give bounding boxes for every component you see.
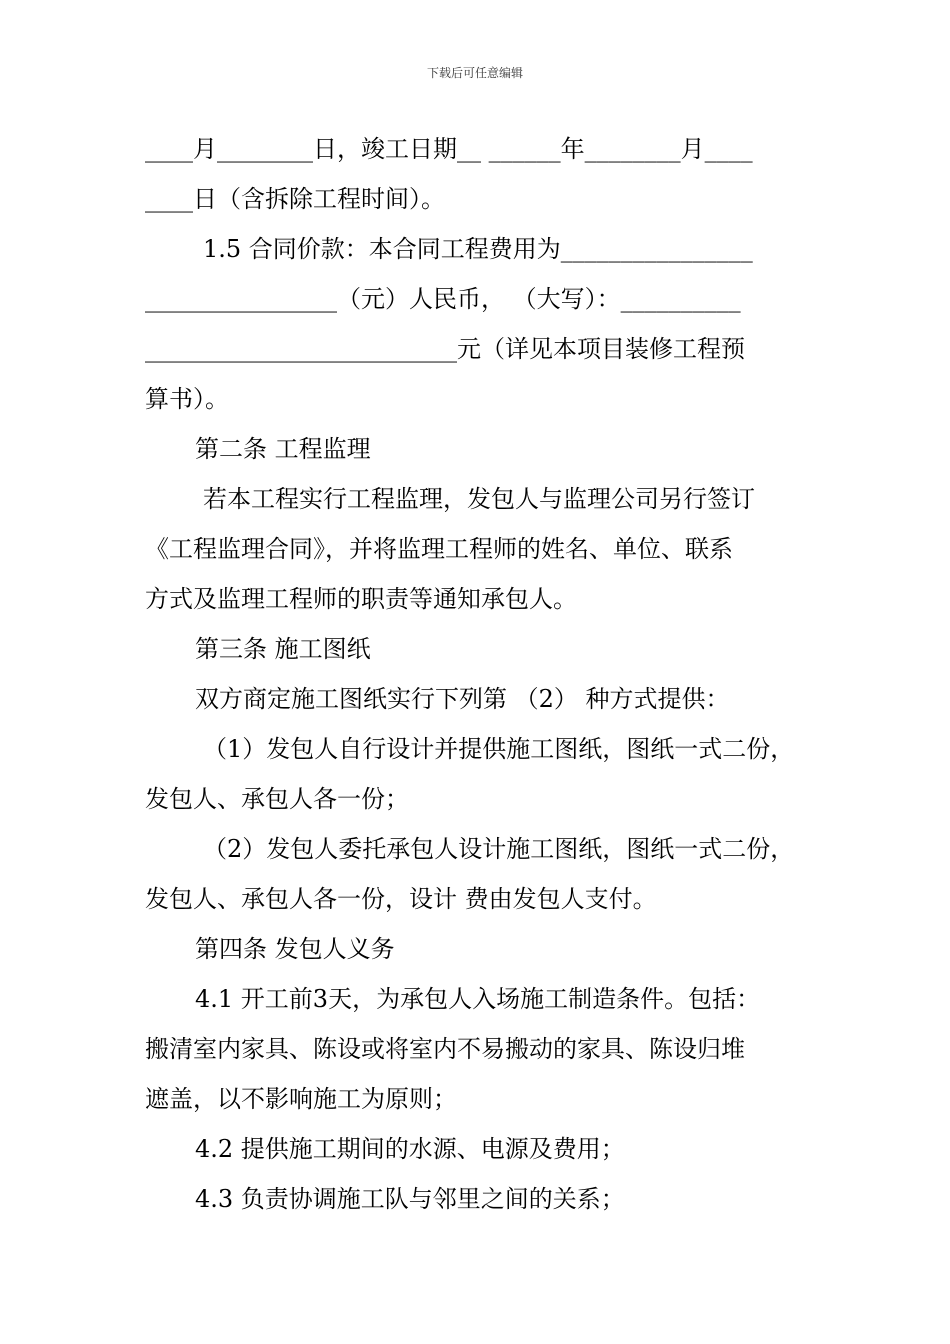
text-line: 4.3 负责协调施工队与邻里之间的关系； (195, 1185, 625, 1213)
text-line: __________________________元（详见本项目装修工程预 (145, 335, 745, 363)
text-line: 遮盖，以不影响施工为原则； (145, 1085, 457, 1113)
text-line: 算书）。 (145, 385, 229, 413)
text-line: ________________（元）人民币， （大写）：__________ (145, 285, 741, 313)
text-line: ____日（含拆除工程时间）。 (145, 185, 445, 213)
text-line: 方式及监理工程师的职责等通知承包人。 (145, 585, 577, 613)
text-line: 双方商定施工图纸实行下列第 （2） 种方式提供： (195, 685, 730, 713)
text-line: （2）发包人委托承包人设计施工图纸，图纸一式二份， (203, 835, 795, 863)
page-header: 下载后可任意编辑 (426, 66, 523, 80)
text-line: ____月________日，竣工日期__ ______年________月____ (145, 135, 753, 163)
text-line: 发包人、承包人各一份，设计 费由发包人支付。 (145, 885, 657, 913)
text-line: 4.1 开工前3天，为承包人入场施工制造条件。包括： (195, 985, 761, 1013)
text-line: 发包人、承包人各一份； (145, 785, 409, 813)
text-line: 搬清室内家具、陈设或将室内不易搬动的家具、陈设归堆 (145, 1035, 745, 1063)
text-line: 若本工程实行工程监理，发包人与监理公司另行签订 (203, 485, 755, 513)
section-heading: 第三条 施工图纸 (195, 635, 371, 663)
text-line: 《工程监理合同》，并将监理工程师的姓名、单位、联系 (145, 535, 733, 563)
section-heading: 第二条 工程监理 (195, 435, 371, 463)
contract-body (145, 124, 810, 1224)
text-line: （1）发包人自行设计并提供施工图纸，图纸一式二份， (203, 735, 795, 763)
text-line: 4.2 提供施工期间的水源、电源及费用； (195, 1135, 625, 1163)
text-line: 1.5 合同价款：本合同工程费用为________________ (203, 235, 753, 263)
section-heading: 第四条 发包人义务 (195, 935, 395, 963)
